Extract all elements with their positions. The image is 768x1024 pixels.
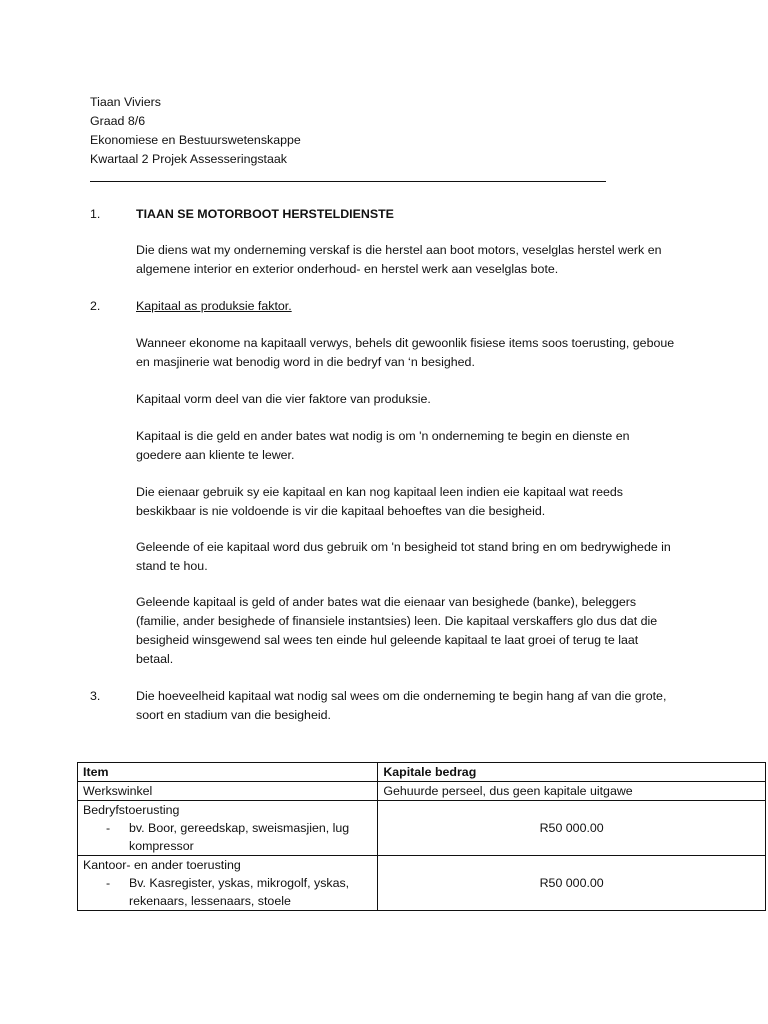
- student-name: Tiaan Viviers: [90, 95, 161, 109]
- section-1-paragraph: Die diens wat my onderneming verskaf is die herstel aan boot motors, veselglas herstel werk en algemene interior en exterior onderhoud- en herstel werk aan veselglas bote.: [136, 243, 662, 276]
- header-divider: [90, 181, 606, 182]
- item-subitem: [83, 819, 372, 855]
- table-header-amount: Kapitale bedrag: [378, 763, 766, 782]
- section-2-number: 2.: [90, 299, 101, 313]
- student-grade: Graad 8/6: [90, 114, 146, 128]
- section-2-paragraph-3: Kapitaal is die geld en ander bates wat nodig is om 'n onderneming te begin en dienste en goedere aan kliente te lewer.: [136, 429, 630, 462]
- table-header-item: Item: [78, 763, 378, 782]
- section-3-paragraph: Die hoeveelheid kapitaal wat nodig sal wees om die onderneming te begin hang af van die grote, soort en stadium van die besigheid.: [136, 689, 667, 722]
- table-cell-item: Werkswinkel: [78, 782, 378, 801]
- section-2-paragraph-5: Geleende of eie kapitaal word dus gebruik om 'n besigheid tot stand bring en om bedrywighede in stand te hou.: [136, 540, 671, 573]
- section-2-paragraph-4: Die eienaar gebruik sy eie kapitaal en kan nog kapitaal leen indien eie kapitaal wat reeds beskikbaar is nie voldoende is vir die kapitaal behoeftes van die besigheid.: [136, 485, 623, 518]
- table-cell-item: [78, 801, 378, 856]
- table-header-row: [78, 763, 766, 782]
- task-name: Kwartaal 2 Projek Assesseringstaak: [90, 152, 287, 166]
- item-title: Bedryfstoerusting: [83, 803, 180, 817]
- table-cell-item: [78, 856, 378, 911]
- section-1-number: 1.: [90, 207, 101, 221]
- table-row: [78, 782, 766, 801]
- section-2-title: Kapitaal as produksie faktor.: [136, 299, 292, 313]
- section-1-title: TIAAN SE MOTORBOOT HERSTELDIENSTE: [136, 207, 394, 221]
- table-cell-amount: R50 000.00: [378, 801, 766, 856]
- table-row: [78, 856, 766, 911]
- capital-table: [77, 762, 766, 911]
- section-3-number: 3.: [90, 689, 101, 703]
- item-detail: bv. Boor, gereedskap, sweismasjien, lug kompressor: [129, 821, 350, 853]
- item-detail: Bv. Kasregister, yskas, mikrogolf, yskas, rekenaars, lessenaars, stoele: [129, 876, 350, 908]
- section-2-paragraph-6: Geleende kapitaal is geld of ander bates wat die eienaar van besighede (banke), beleggers (familie, ander besighede of finansiele instantsies) leen. Die kapitaal verskaffers glo dus dat die besigheid winsgewend sal wees ten einde hul geleende kapitaal te laat groei of terug te laat betaal.: [136, 595, 658, 666]
- subject-name: Ekonomiese en Bestuurswetenskappe: [90, 133, 301, 147]
- table-cell-amount: R50 000.00: [378, 856, 766, 911]
- bullet-dash: -: [106, 876, 111, 890]
- bullet-dash: -: [106, 821, 111, 835]
- item-subitem: [83, 874, 372, 910]
- item-title: Kantoor- en ander toerusting: [83, 858, 241, 872]
- document-header: [90, 93, 301, 169]
- table-row: [78, 801, 766, 856]
- section-2-paragraph-2: Kapitaal vorm deel van die vier faktore van produksie.: [136, 392, 431, 406]
- table-cell-amount: Gehuurde perseel, dus geen kapitale uitgawe: [378, 782, 766, 801]
- section-2-paragraph-1: Wanneer ekonome na kapitaall verwys, behels dit gewoonlik fisiese items soos toerusting, geboue en masjinerie wat benodig word in die bedryf van ‘n besighed.: [136, 336, 675, 369]
